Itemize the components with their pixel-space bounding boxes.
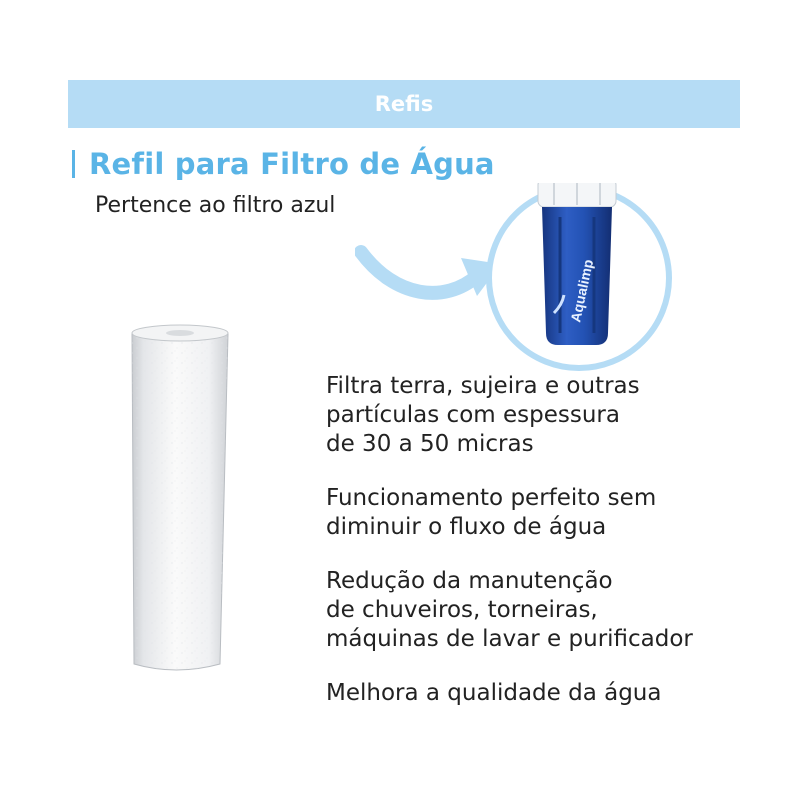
product-heading xyxy=(72,144,495,184)
curved-arrow-icon xyxy=(355,240,505,310)
category-banner xyxy=(68,80,740,128)
filter-cartridge-image xyxy=(120,320,240,680)
filter-housing-illustration xyxy=(484,183,674,373)
page-subtitle: Pertence ao filtro azul xyxy=(95,193,336,218)
heading-accent-bar xyxy=(72,150,75,178)
banner-title: Refis xyxy=(374,92,434,116)
feature-item: Funcionamento perfeito sem diminuir o fluxo de água xyxy=(326,485,657,540)
feature-item: Redução da manutenção de chuveiros, torneiras, máquinas de lavar e purificador xyxy=(326,568,693,652)
feature-item: Filtra terra, sujeira e outras partículas com espessura de 30 a 50 micras xyxy=(326,373,640,457)
page-title: Refil para Filtro de Água xyxy=(89,147,495,181)
feature-item: Melhora a qualidade da água xyxy=(326,680,662,706)
housing-brand-label: Aqualimp xyxy=(567,257,597,324)
feature-list xyxy=(326,372,746,733)
